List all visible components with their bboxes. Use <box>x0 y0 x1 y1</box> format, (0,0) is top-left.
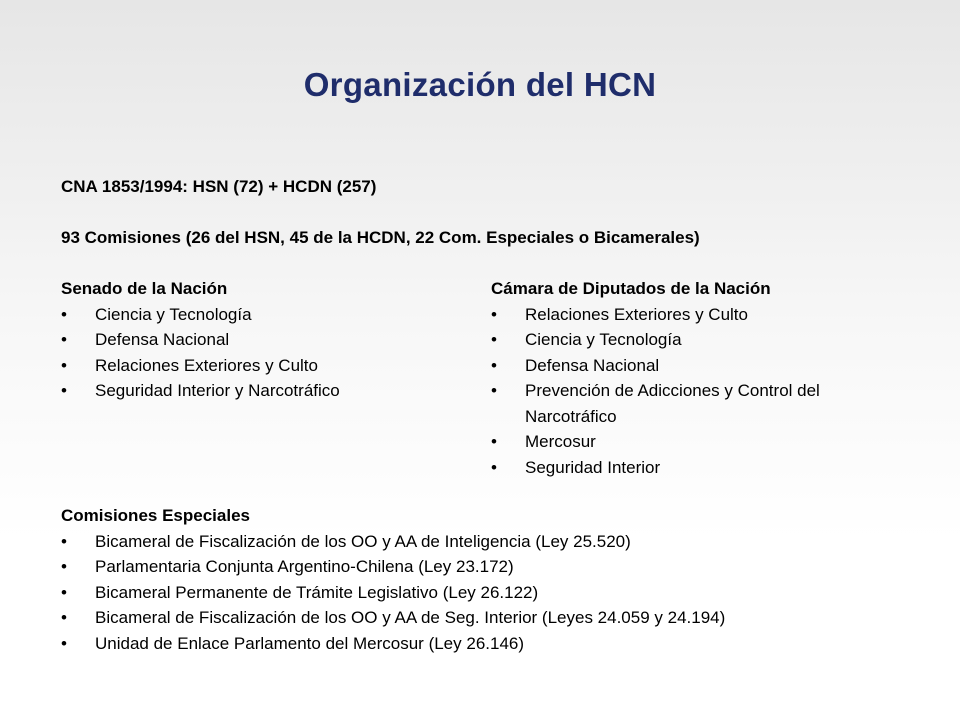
list-item-text: Unidad de Enlace Parlamento del Mercosur (Ley 26.146) <box>95 633 525 653</box>
bullet-icon: • <box>61 608 67 627</box>
list-item <box>61 327 461 353</box>
list-item-text: Defensa Nacional <box>525 355 660 375</box>
list-item-text: Ciencia y Tecnología <box>95 304 252 324</box>
senado-heading: Senado de la Nación <box>61 279 228 298</box>
list-item-text: Ciencia y Tecnología <box>525 330 682 349</box>
bullet-icon: • <box>61 531 67 551</box>
bullet-icon: • <box>61 633 67 653</box>
list-item-text: Parlamentaria Conjunta Argentino-Chilena (Ley 23.172) <box>95 557 514 576</box>
bullet-icon: • <box>61 582 67 602</box>
list-item <box>61 302 461 328</box>
diputados-heading: Cámara de Diputados de la Nación <box>491 279 771 298</box>
list-item-text: Seguridad Interior <box>525 457 661 477</box>
especiales-list <box>61 529 725 657</box>
list-item-text: Bicameral Permanente de Trámite Legislativo (Ley 26.122) <box>95 582 539 602</box>
list-item <box>491 302 911 328</box>
page-title: Organización del HCN <box>303 66 657 103</box>
list-item <box>491 327 911 353</box>
bullet-icon: • <box>491 457 497 477</box>
list-item-text: Defensa Nacional <box>95 330 230 349</box>
summary-line-comisiones: 93 Comisiones (26 del HSN, 45 de la HCDN, 22 Com. Especiales o Bicamerales) <box>61 228 700 247</box>
bullet-icon: • <box>61 381 67 400</box>
bullet-icon: • <box>491 355 497 375</box>
bullet-icon: • <box>491 381 497 400</box>
diputados-column <box>491 276 911 480</box>
bullet-icon: • <box>61 355 67 375</box>
list-item-text: Seguridad Interior y Narcotráfico <box>95 381 340 400</box>
list-item-text: Mercosur <box>525 432 596 451</box>
list-item <box>61 580 725 606</box>
list-item <box>491 429 911 455</box>
list-item <box>491 455 911 481</box>
senado-column <box>61 276 461 404</box>
bullet-icon: • <box>491 432 497 451</box>
list-item <box>491 378 911 429</box>
list-item-text: Relaciones Exteriores y Culto <box>95 355 318 375</box>
bullet-icon: • <box>61 557 67 576</box>
list-item-text: Bicameral de Fiscalización de los OO y AA de Inteligencia (Ley 25.520) <box>95 531 631 551</box>
especiales-section <box>61 503 725 656</box>
senado-list <box>61 302 461 404</box>
summary-line-cna: CNA 1853/1994: HSN (72) + HCDN (257) <box>61 177 377 196</box>
list-item <box>61 529 725 555</box>
list-item <box>61 631 725 657</box>
list-item-text: Relaciones Exteriores y Culto <box>525 304 748 324</box>
list-item <box>61 353 461 379</box>
especiales-heading: Comisiones Especiales <box>61 506 250 525</box>
list-item <box>61 554 725 580</box>
list-item <box>61 605 725 631</box>
bullet-icon: • <box>491 330 497 349</box>
bullet-icon: • <box>61 330 67 349</box>
list-item <box>61 378 461 404</box>
diputados-list <box>491 302 911 481</box>
bullet-icon: • <box>491 304 497 324</box>
list-item-text: Bicameral de Fiscalización de los OO y AA de Seg. Interior (Leyes 24.059 y 24.194) <box>95 608 726 627</box>
list-item <box>491 353 911 379</box>
list-item-text: Prevención de Adicciones y Control del Narcotráfico <box>525 381 820 426</box>
bullet-icon: • <box>61 304 67 324</box>
